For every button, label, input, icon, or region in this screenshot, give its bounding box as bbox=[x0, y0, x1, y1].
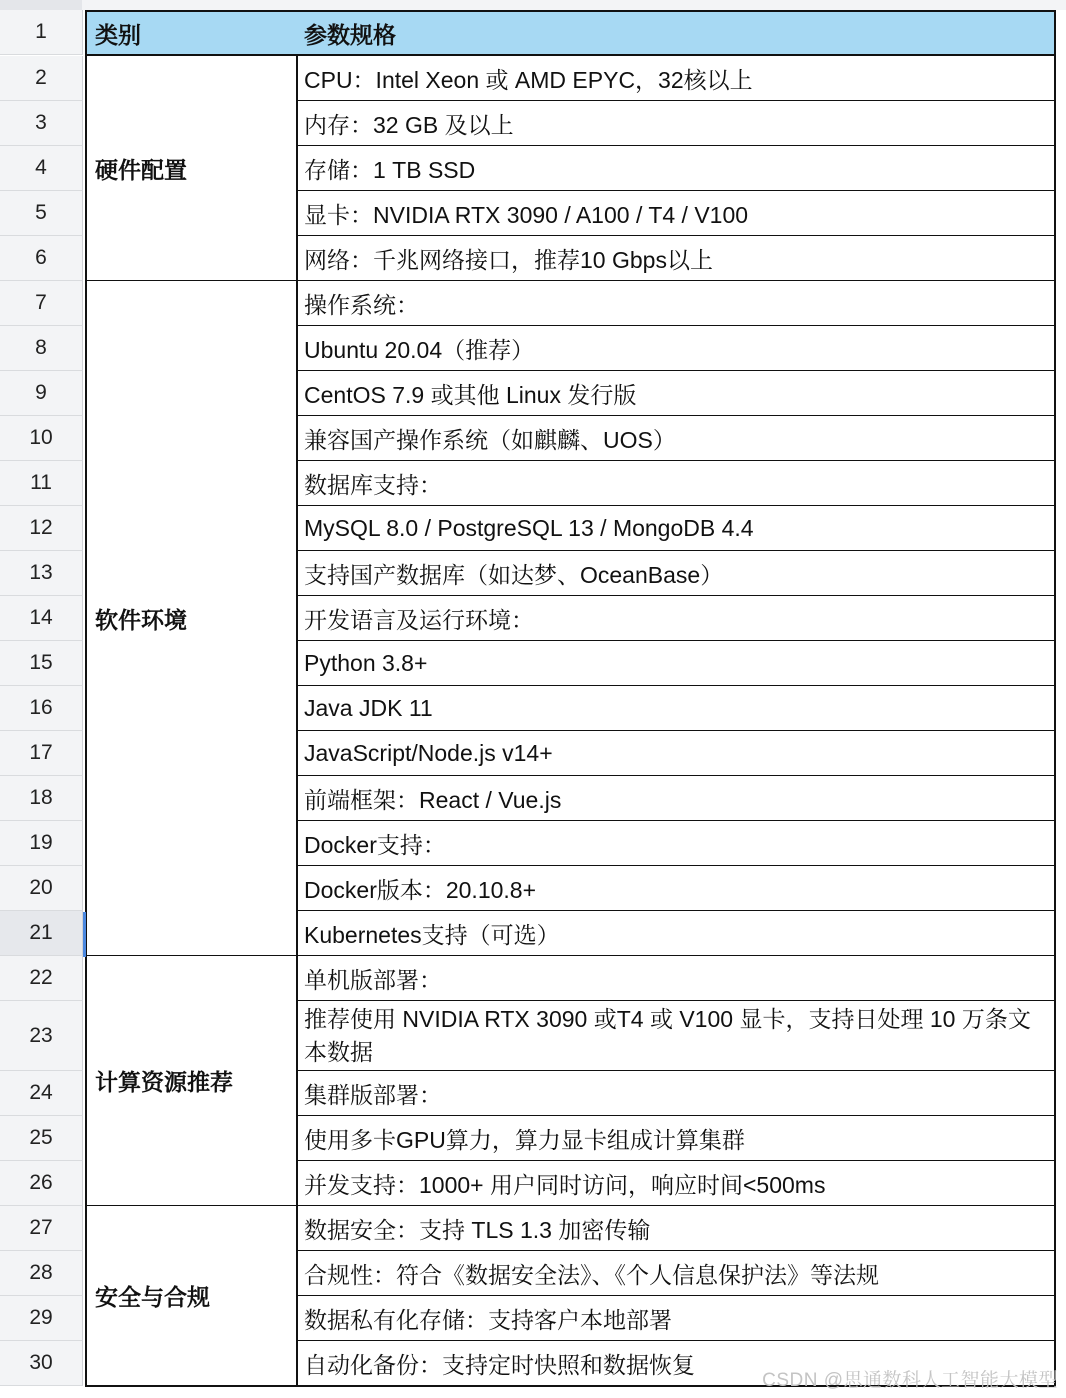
spec-cell[interactable]: MySQL 8.0 / PostgreSQL 13 / MongoDB 4.4 bbox=[296, 506, 1056, 552]
spec-cell[interactable]: 自动化备份：支持定时快照和数据恢复 bbox=[296, 1341, 1056, 1387]
spec-cell[interactable]: 使用多卡GPU算力，算力显卡组成计算集群 bbox=[296, 1116, 1056, 1162]
spec-cell[interactable]: 内存：32 GB 及以上 bbox=[296, 101, 1056, 147]
row-header[interactable]: 9 bbox=[0, 371, 83, 416]
spec-cell[interactable]: Kubernetes支持（可选） bbox=[296, 911, 1056, 957]
select-all-corner[interactable] bbox=[0, 0, 82, 10]
row-header[interactable]: 3 bbox=[0, 101, 83, 146]
spec-cell[interactable]: Java JDK 11 bbox=[296, 686, 1056, 732]
row-header[interactable]: 2 bbox=[0, 56, 83, 101]
spec-cell[interactable]: 存储：1 TB SSD bbox=[296, 146, 1056, 192]
row-header[interactable]: 30 bbox=[0, 1341, 83, 1386]
spec-cell[interactable]: 开发语言及运行环境： bbox=[296, 596, 1056, 642]
spec-cell[interactable]: 网络：千兆网络接口，推荐10 Gbps以上 bbox=[296, 236, 1056, 282]
row-header[interactable]: 29 bbox=[0, 1296, 83, 1341]
spec-cell[interactable]: 数据库支持： bbox=[296, 461, 1056, 507]
spec-cell[interactable]: Python 3.8+ bbox=[296, 641, 1056, 687]
row-header[interactable]: 1 bbox=[0, 10, 83, 55]
selection-indicator bbox=[83, 912, 86, 957]
row-header[interactable]: 13 bbox=[0, 551, 83, 596]
row-header[interactable]: 12 bbox=[0, 506, 83, 551]
spec-cell[interactable]: CentOS 7.9 或其他 Linux 发行版 bbox=[296, 371, 1056, 417]
spec-cell[interactable]: 并发支持：1000+ 用户同时访问，响应时间<500ms bbox=[296, 1161, 1056, 1207]
spec-cell[interactable]: 前端框架：React / Vue.js bbox=[296, 776, 1056, 822]
category-cell[interactable]: 计算资源推荐 bbox=[85, 956, 298, 1207]
row-header[interactable]: 21 bbox=[0, 911, 83, 956]
spec-cell[interactable]: 支持国产数据库（如达梦、OceanBase） bbox=[296, 551, 1056, 597]
row-header[interactable]: 22 bbox=[0, 956, 83, 1001]
spec-cell[interactable]: Docker支持： bbox=[296, 821, 1056, 867]
spec-cell[interactable]: Ubuntu 20.04（推荐） bbox=[296, 326, 1056, 372]
spec-cell[interactable]: 数据安全：支持 TLS 1.3 加密传输 bbox=[296, 1206, 1056, 1252]
row-header[interactable]: 5 bbox=[0, 191, 83, 236]
spec-cell[interactable]: CPU：Intel Xeon 或 AMD EPYC，32核以上 bbox=[296, 56, 1056, 102]
row-header[interactable]: 23 bbox=[0, 1001, 83, 1071]
category-cell[interactable]: 软件环境 bbox=[85, 281, 298, 957]
row-header[interactable]: 17 bbox=[0, 731, 83, 776]
row-header[interactable]: 24 bbox=[0, 1071, 83, 1116]
spec-cell[interactable]: 推荐使用 NVIDIA RTX 3090 或T4 或 V100 显卡，支持日处理 10 万条文本数据 bbox=[296, 1001, 1056, 1072]
spec-cell[interactable]: 单机版部署： bbox=[296, 956, 1056, 1002]
row-header[interactable]: 18 bbox=[0, 776, 83, 821]
row-header[interactable]: 15 bbox=[0, 641, 83, 686]
spec-cell[interactable]: 显卡：NVIDIA RTX 3090 / A100 / T4 / V100 bbox=[296, 191, 1056, 237]
header-cell-spec[interactable]: 参数规格 bbox=[296, 10, 1056, 56]
header-cell-category[interactable]: 类别 bbox=[85, 10, 298, 56]
spec-cell[interactable]: 合规性：符合《数据安全法》、《个人信息保护法》等法规 bbox=[296, 1251, 1056, 1297]
column-header-strip bbox=[0, 0, 1066, 10]
row-header[interactable]: 11 bbox=[0, 461, 83, 506]
row-header[interactable]: 26 bbox=[0, 1161, 83, 1206]
row-header[interactable]: 19 bbox=[0, 821, 83, 866]
row-header[interactable]: 25 bbox=[0, 1116, 83, 1161]
spec-cell[interactable]: 数据私有化存储：支持客户本地部署 bbox=[296, 1296, 1056, 1342]
row-header[interactable]: 7 bbox=[0, 281, 83, 326]
spec-cell[interactable]: 兼容国产操作系统（如麒麟、UOS） bbox=[296, 416, 1056, 462]
row-header[interactable]: 6 bbox=[0, 236, 83, 281]
spec-cell[interactable]: 集群版部署： bbox=[296, 1071, 1056, 1117]
watermark: CSDN @思通数科人工智能大模型 bbox=[762, 1370, 1058, 1391]
row-header[interactable]: 28 bbox=[0, 1251, 83, 1296]
row-header[interactable]: 4 bbox=[0, 146, 83, 191]
spec-cell[interactable]: 操作系统： bbox=[296, 281, 1056, 327]
spec-cell[interactable]: JavaScript/Node.js v14+ bbox=[296, 731, 1056, 777]
category-cell[interactable]: 硬件配置 bbox=[85, 56, 298, 282]
row-header[interactable]: 14 bbox=[0, 596, 83, 641]
spec-cell[interactable]: Docker版本：20.10.8+ bbox=[296, 866, 1056, 912]
row-header[interactable]: 8 bbox=[0, 326, 83, 371]
row-header[interactable]: 10 bbox=[0, 416, 83, 461]
row-header[interactable]: 20 bbox=[0, 866, 83, 911]
category-cell[interactable]: 安全与合规 bbox=[85, 1206, 298, 1387]
row-header[interactable]: 27 bbox=[0, 1206, 83, 1251]
row-header[interactable]: 16 bbox=[0, 686, 83, 731]
